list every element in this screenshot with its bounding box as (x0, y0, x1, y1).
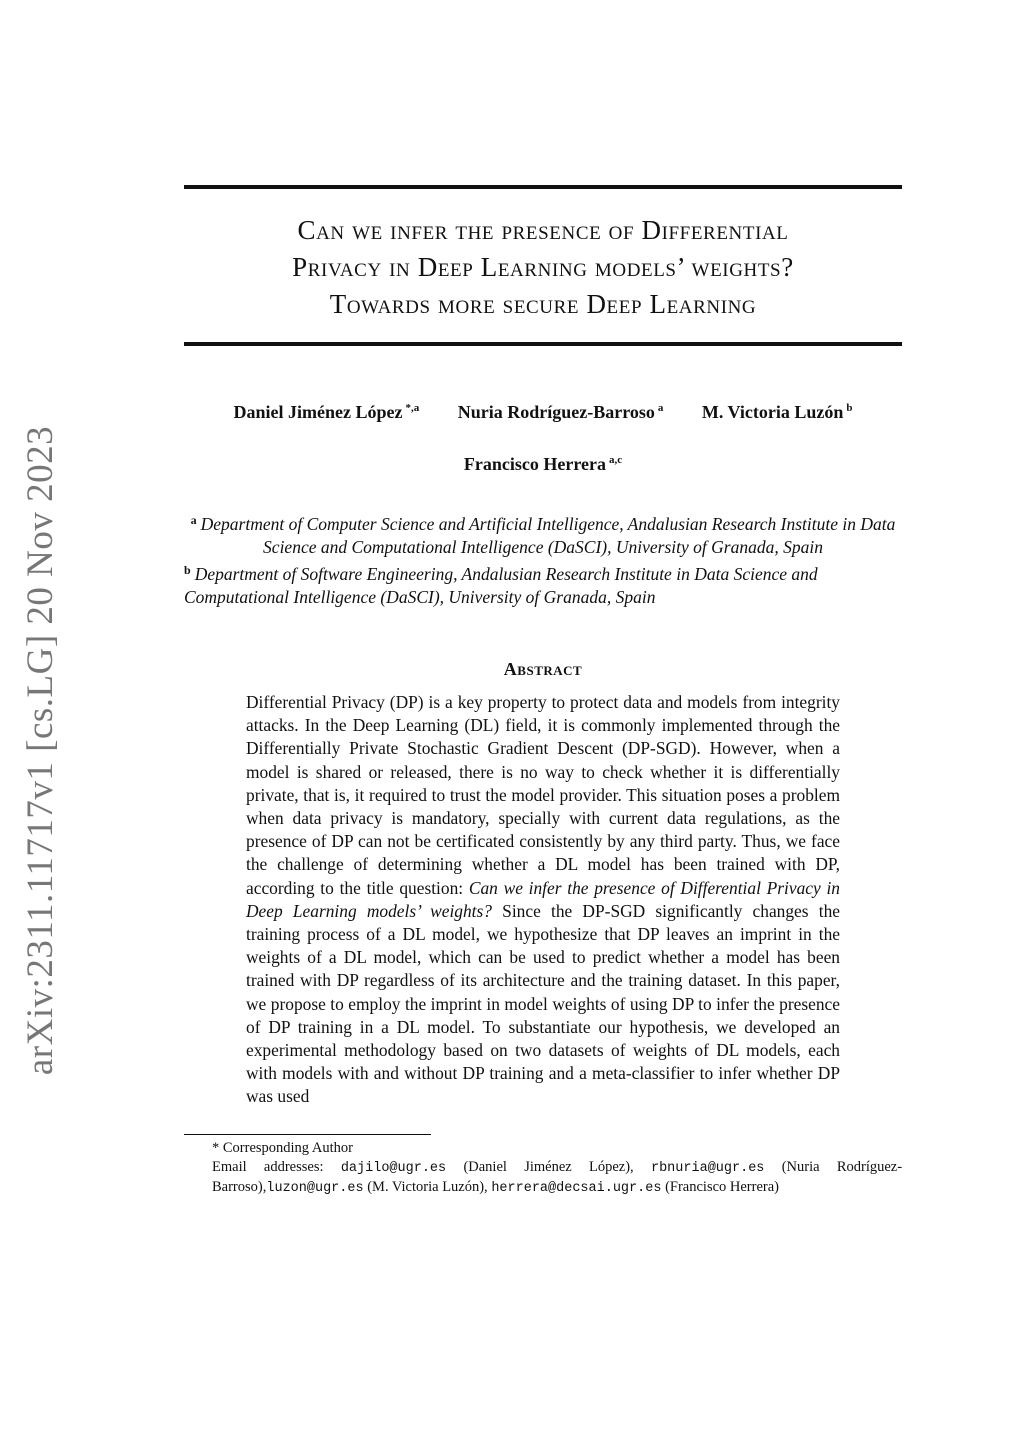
corresponding-author-note: * Corresponding Author (212, 1140, 353, 1156)
affiliation-mark: a (190, 513, 197, 527)
affiliation-a (184, 509, 902, 559)
arxiv-stamp-text: arXiv:2311.11717v1 [cs.LG] 20 Nov 2023 (20, 425, 62, 1075)
author-name: M. Victoria Luzón (701, 402, 844, 422)
email-link[interactable]: herrera@decsai.ugr.es (491, 1181, 662, 1196)
email-owner: (M. Victoria Luzón), (367, 1179, 488, 1195)
email-label: Email addresses: (212, 1159, 324, 1175)
title-line-2: Privacy in Deep Learning models’ weights? (292, 252, 794, 282)
author-list (184, 402, 902, 423)
author-3 (702, 402, 853, 423)
author-affiliation-marks: *,a (405, 402, 420, 414)
affiliation-b (184, 559, 902, 609)
footnotes (184, 1139, 902, 1198)
abstract-paragraph (246, 691, 840, 1109)
title-bottom-rule (184, 342, 902, 346)
affiliations (184, 509, 902, 609)
author-name: Francisco Herrera (463, 454, 606, 474)
abstract-heading: Abstract (503, 659, 583, 679)
email-owner: (Daniel Jiménez López), (463, 1159, 634, 1175)
abstract-body (246, 691, 840, 1109)
abstract-question: Can we infer the presence of Differential Privacy in Deep Learning models’ weights? (246, 877, 840, 921)
author-affiliation-marks: b (846, 402, 853, 414)
title-top-rule (184, 185, 902, 189)
email-addresses-note (184, 1158, 902, 1198)
footnote-rule (184, 1134, 431, 1135)
email-link[interactable]: dajilo@ugr.es (340, 1161, 447, 1176)
email-owner: (Francisco Herrera) (665, 1179, 779, 1195)
title-line-3: Towards more secure Deep Learning (329, 289, 757, 319)
email-link[interactable]: rbnuria@ugr.es (650, 1161, 765, 1176)
email-owner: (Nuria Rodríguez-Barroso), (212, 1159, 903, 1195)
affiliation-text: Department of Software Engineering, Andalusian Research Institute in Data Science and Computational Intelligence (DaSCI), University of Granada, Spain (184, 564, 818, 607)
arxiv-identifier-stamp (18, 425, 64, 1075)
title-line-1: Can we infer the presence of Differential (297, 215, 789, 245)
author-affiliation-marks: a (657, 402, 664, 414)
abstract-text-part-2: Since the DP-SGD significantly changes the training process of a DL model, we hypothesize that DP leaves an imprint in the weights of a DL model, which can be used to predict whether a model has been trained with DP regardless of its architecture and the training dataset. In this paper, we propose to employ the imprint in model weights of using DP to infer the presence of DP training in a DL model. To substantiate our hypothesis, we developed an experimental methodology based on two datasets of weights of DL models, each with models with and without DP training and a meta-classifier to infer whether DP was used (246, 900, 840, 1107)
author-2 (458, 402, 664, 423)
author-name: Nuria Rodríguez-Barroso (457, 402, 655, 422)
author-1 (233, 402, 419, 423)
author-affiliation-marks: a,c (608, 454, 623, 466)
affiliation-mark: b (184, 563, 191, 577)
email-link[interactable]: luzon@ugr.es (266, 1181, 364, 1196)
affiliation-text: Department of Computer Science and Artificial Intelligence, Andalusian Research Institute in Data Science and Computational Intelligence (DaSCI), University of Granada, Spain (200, 514, 896, 557)
paper-title (184, 212, 902, 323)
abstract-text-part-1: Differential Privacy (DP) is a key property to protect data and models from integrity attacks. In the Deep Learning (DL) field, it is commonly implemented through the Differentially Private Stochastic Gradient Descent (DP-SGD). However, when a model is shared or released, there is no way to check whether it is differentially private, that is, it required to trust the model provider. This situation poses a problem when data privacy is mandatory, specially with current data regulations, as the presence of DP can not be certificated consistently by any third party. Thus, we face the challenge of determining whether a DL model has been trained with DP, according to the title question: (246, 692, 840, 898)
author-4 (184, 454, 902, 475)
author-name: Daniel Jiménez López (233, 402, 403, 422)
